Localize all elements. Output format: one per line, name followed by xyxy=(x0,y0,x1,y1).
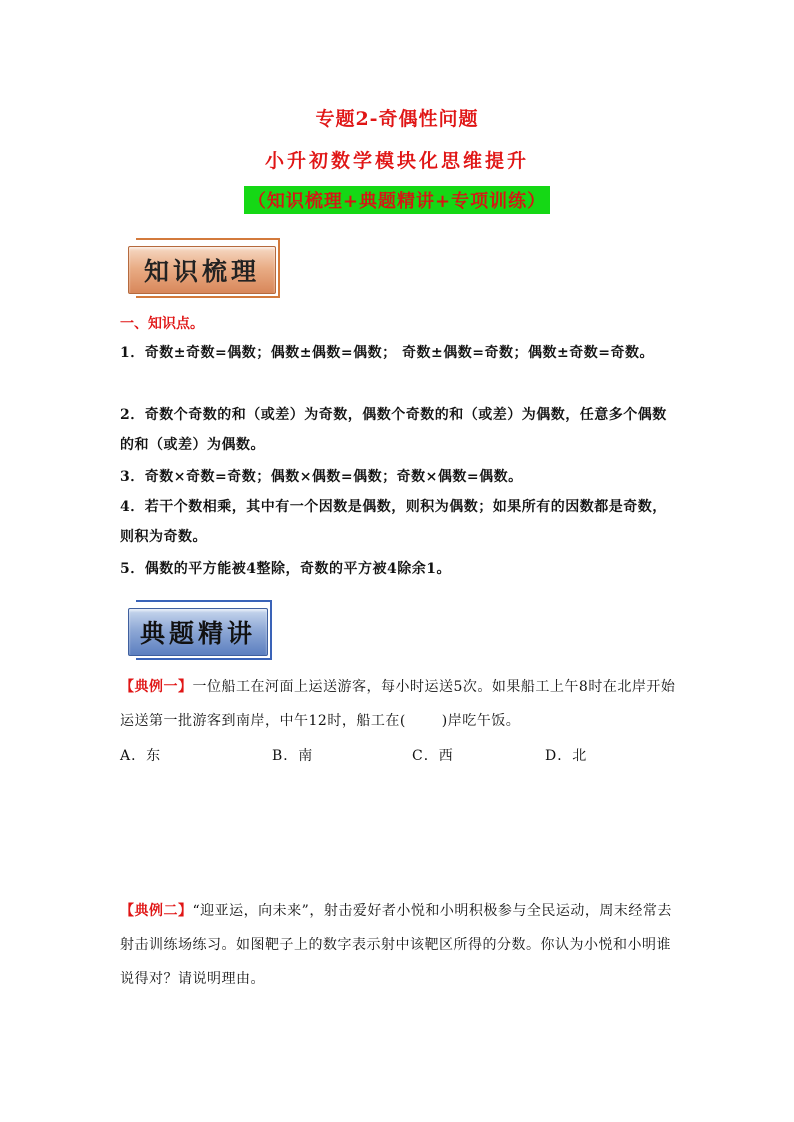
knowledge-heading: 一、知识点。 xyxy=(120,316,204,332)
example-1-tag: 【典例一】 xyxy=(120,679,193,695)
examples-badge: 典题精讲 xyxy=(128,608,268,656)
knowledge-point-1: 1．奇数±奇数=偶数；偶数±偶数=偶数； 奇数±偶数=奇数；偶数±奇数=奇数。 xyxy=(120,345,654,361)
option-d: D．北 xyxy=(545,748,588,764)
example-1-text-before: 一位船工在河面上运送游客，每小时运送5次。如果船工上午8时在北岸开始运送第一批游客到南岸，中午12时，船工在( xyxy=(120,679,676,729)
example-2-tag: 【典例二】 xyxy=(120,903,193,919)
knowledge-badge: 知识梳理 xyxy=(128,246,276,294)
knowledge-point-3: 3．奇数×奇数=奇数；偶数×偶数=偶数；奇数×偶数=偶数。 xyxy=(120,469,523,485)
knowledge-point-5: 5．偶数的平方能被4整除，奇数的平方被4除余1。 xyxy=(120,561,451,577)
document-title: 专题2-奇偶性问题 xyxy=(315,108,479,130)
option-c: C．西 xyxy=(412,748,454,764)
knowledge-point-2: 2．奇数个奇数的和（或差）为奇数，偶数个奇数的和（或差）为偶数，任意多个偶数的和（或差）为偶数。 xyxy=(120,407,667,453)
example-1-text-after: )岸吃午饭。 xyxy=(441,713,521,729)
knowledge-point-4: 4．若干个数相乘，其中有一个因数是偶数，则积为偶数；如果所有的因数都是奇数，则积为奇数。 xyxy=(120,499,667,545)
example-1 xyxy=(120,670,680,738)
tagline-wrap xyxy=(0,186,794,214)
option-a: A．东 xyxy=(120,748,162,764)
document-tagline: （知识梳理+典题精讲+专项训练） xyxy=(244,186,550,214)
example-2 xyxy=(120,894,680,996)
document-subtitle: 小升初数学模块化思维提升 xyxy=(264,150,529,172)
option-b: B．南 xyxy=(272,748,314,764)
example-2-text: “迎亚运，向未来”，射击爱好者小悦和小明积极参与全民运动，周末经常去射击训练场练习。如图靶子上的数字表示射中该靶区所得的分数。你认为小悦和小明谁说得对？请说明理由。 xyxy=(120,903,672,987)
